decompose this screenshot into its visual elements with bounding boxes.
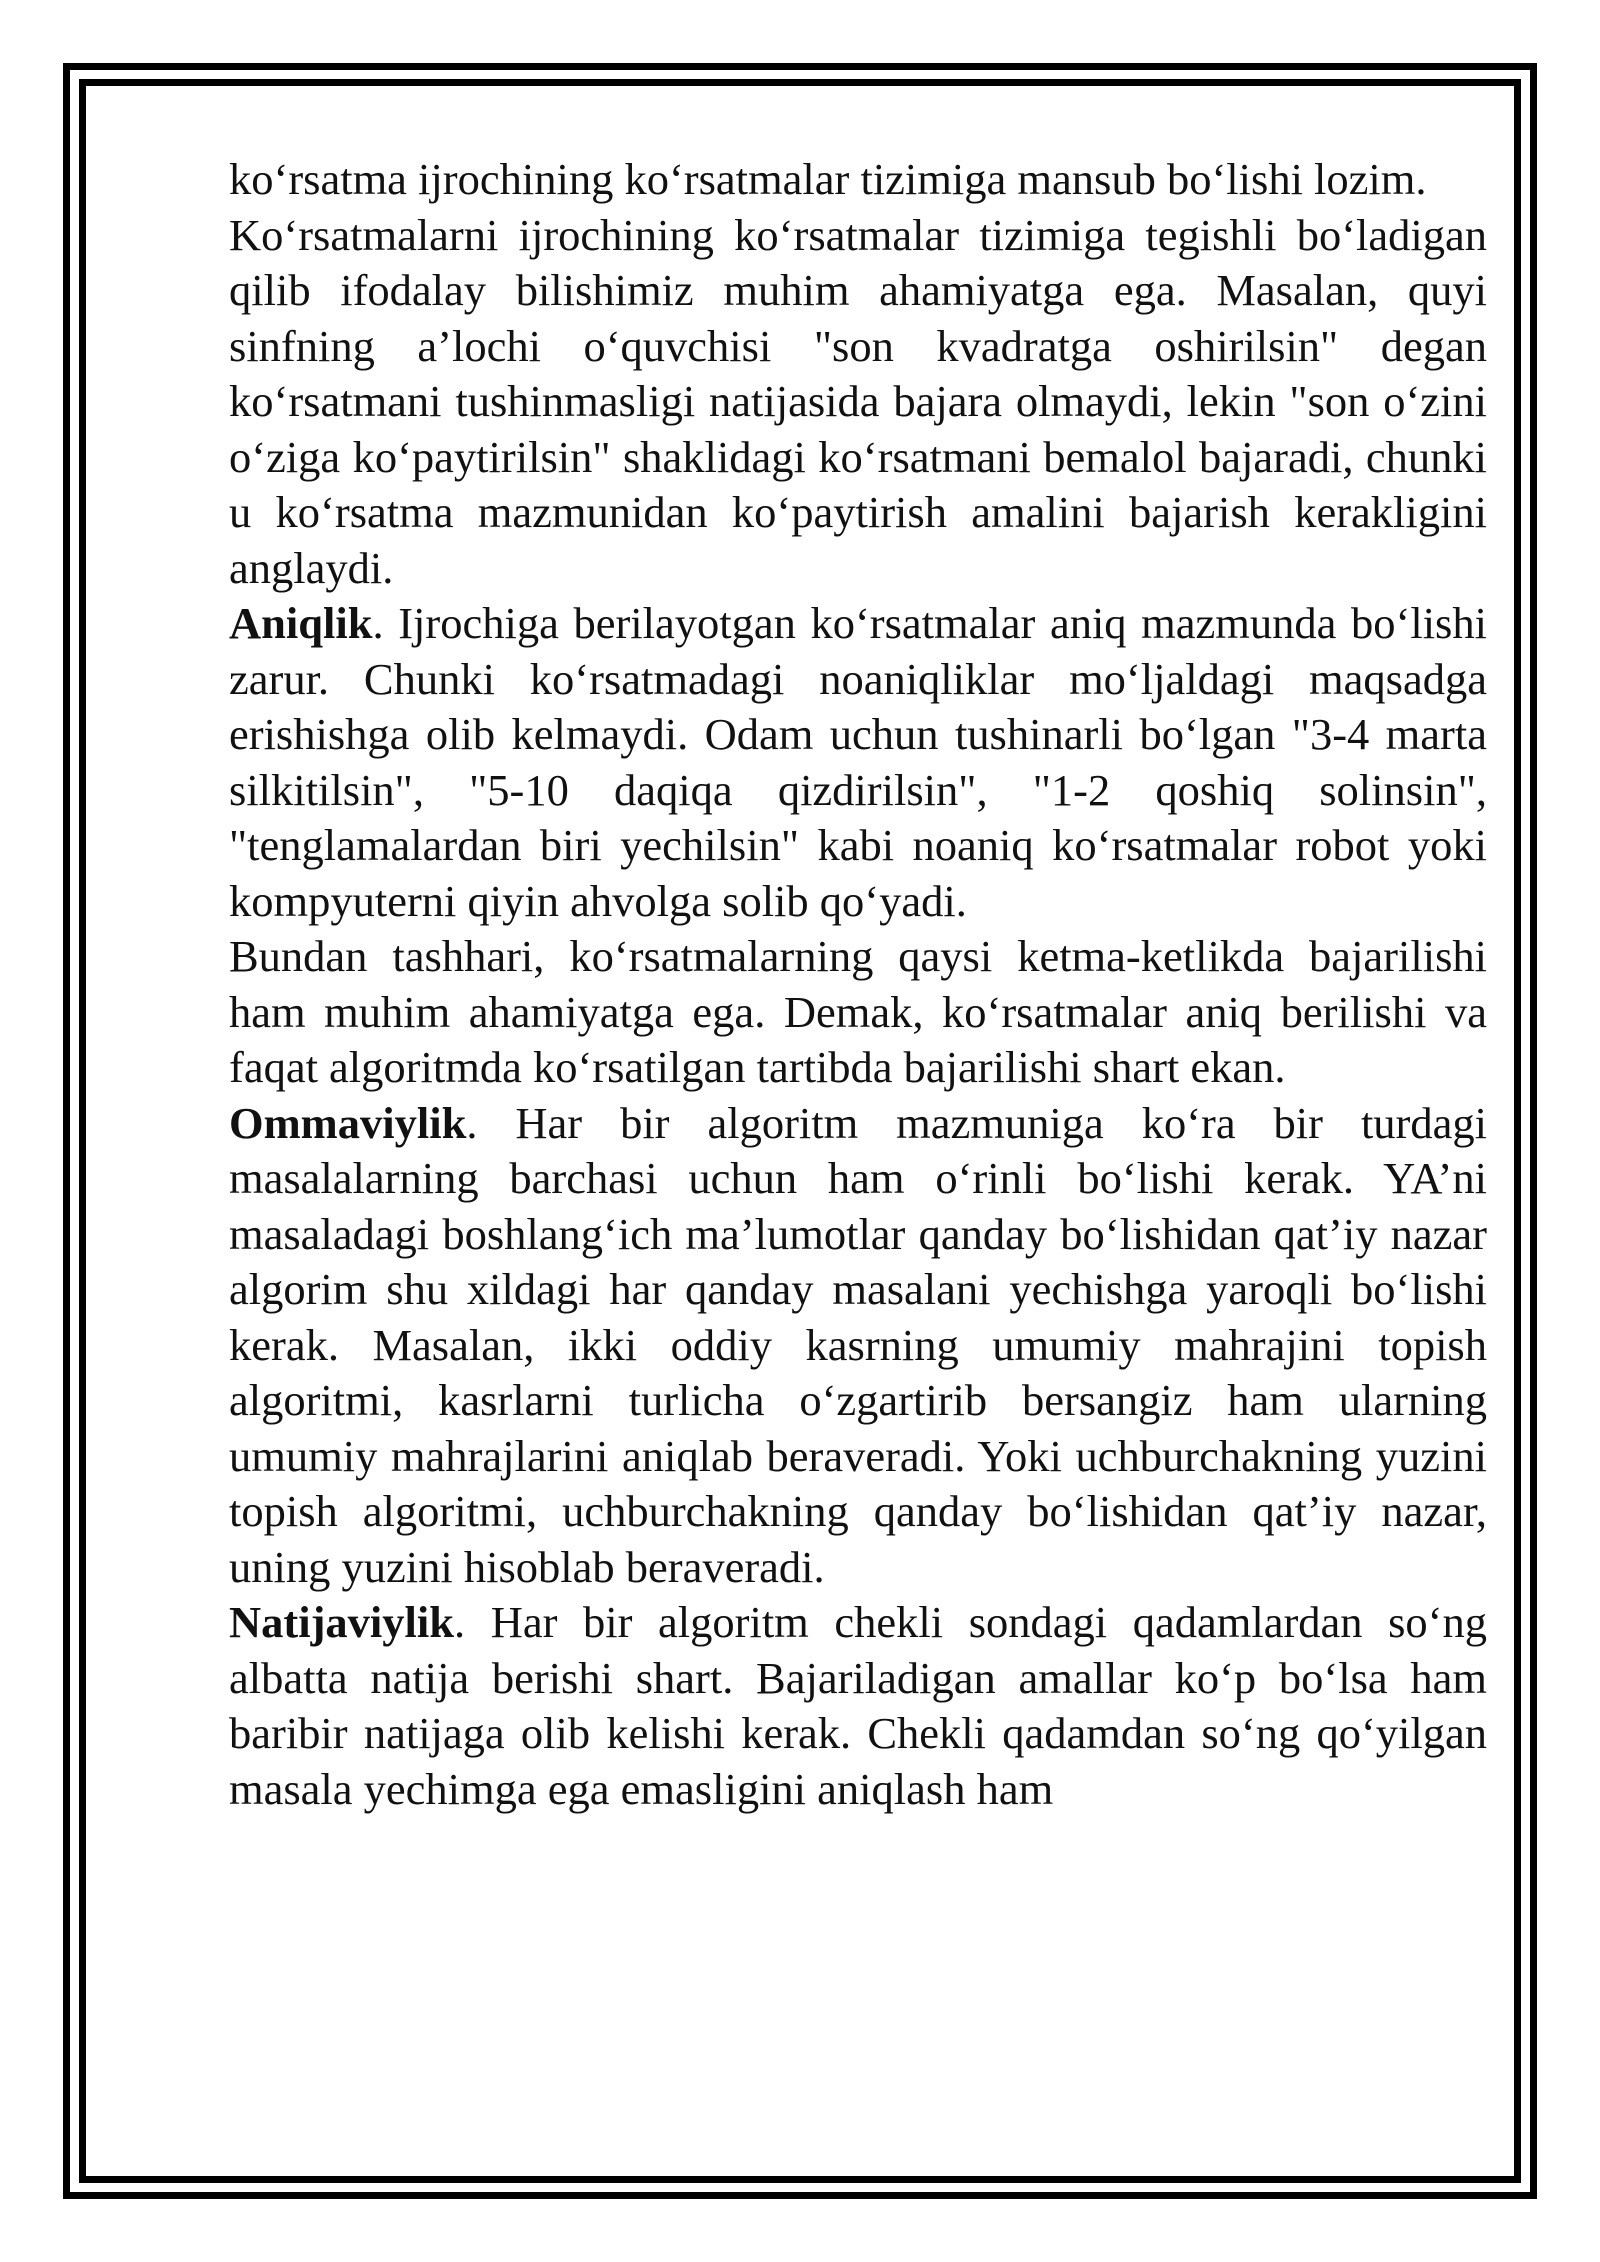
term-heading: Ommaviylik <box>229 1097 467 1148</box>
paragraph-text: Ko‘rsatmalarni ijrochining ko‘rsatmalar tizimiga tegishli bo‘ladigan qilib ifodalay bilishimiz muhim ahamiyatga ega. Masalan, quyi sinfning a’lochi o‘quvchisi "son kvadratga oshirilsin" degan ko‘rsatmani tushinmasligi natijasida bajara olmaydi, lekin "son o‘zini o‘ziga ko‘paytirilsin" shaklidagi ko‘rsatmani bemalol bajaradi, chunki u ko‘rsatma mazmunidan ko‘paytirish amalini bajarish kerakligini anglaydi. <box>229 209 1487 593</box>
paragraph-text: . Har bir algoritm mazmuniga ko‘ra bir turdagi masalalarning barchasi uchun ham o‘rinli bo‘lishi kerak. YA’ni masaladagi boshlang‘ich ma’lumotlar qanday bo‘lishidan qat’iy nazar algorim shu xildagi har qanday masalani yechishga yaroqli bo‘lishi kerak. Masalan, ikki oddiy kasrning umumiy mahrajini topish algoritmi, kasrlarni turlicha o‘zgartirib bersangiz ham ularning umumiy mahrajlarini aniqlab beraveradi. Yoki uchburchakning yuzini topish algoritmi, uchburchakning qanday bo‘lishidan qat’iy nazar, uning yuzini hisoblab beraveradi. <box>229 1097 1487 1592</box>
document-body <box>229 152 1487 1817</box>
term-heading: Natijaviylik <box>229 1597 454 1647</box>
paragraph-continuation <box>229 152 1487 208</box>
paragraph-instructions <box>229 208 1487 597</box>
paragraph-text: Bundan tashhari, ko‘rsatmalarning qaysi ketma-ketlikda bajarilishi ham muhim ahamiyatga ega. Demak, ko‘rsatmalar aniq berilishi va faqat algoritmda ko‘rsatilgan tartibda bajarilishi shart ekan. <box>229 931 1487 1092</box>
paragraph-sequence <box>229 929 1487 1096</box>
paragraph-aniqlik <box>229 596 1487 929</box>
paragraph-text: . Ijrochiga berilayotgan ko‘rsatmalar aniq mazmunda bo‘lishi zarur. Chunki ko‘rsatmadagi noaniqliklar mo‘ljaldagi maqsadga erishishga olib kelmaydi. Odam uchun tushinarli bo‘lgan "3-4 marta silkitilsin", "5-10 daqiqa qizdirilsin", "1-2 qoshiq solinsin", "tenglamalardan biri yechilsin" kabi noaniq ko‘rsatmalar robot yoki kompyuterni qiyin ahvolga solib qo‘yadi. <box>229 598 1487 926</box>
term-heading: Aniqlik <box>229 598 373 648</box>
paragraph-text: ko‘rsatma ijrochining ko‘rsatmalar tizimiga mansub bo‘lishi lozim. <box>229 154 1427 204</box>
paragraph-ommaviylik <box>229 1096 1487 1596</box>
paragraph-natijaviylik <box>229 1595 1487 1817</box>
paragraph-text: . Har bir algoritm chekli sondagi qadamlardan so‘ng albatta natija berishi shart. Bajariladigan amallar ko‘p bo‘lsa ham baribir natijaga olib kelishi kerak. Chekli qadamdan so‘ng qo‘yilgan masala yechimga ega emasligini aniqlash ham <box>229 1597 1487 1814</box>
